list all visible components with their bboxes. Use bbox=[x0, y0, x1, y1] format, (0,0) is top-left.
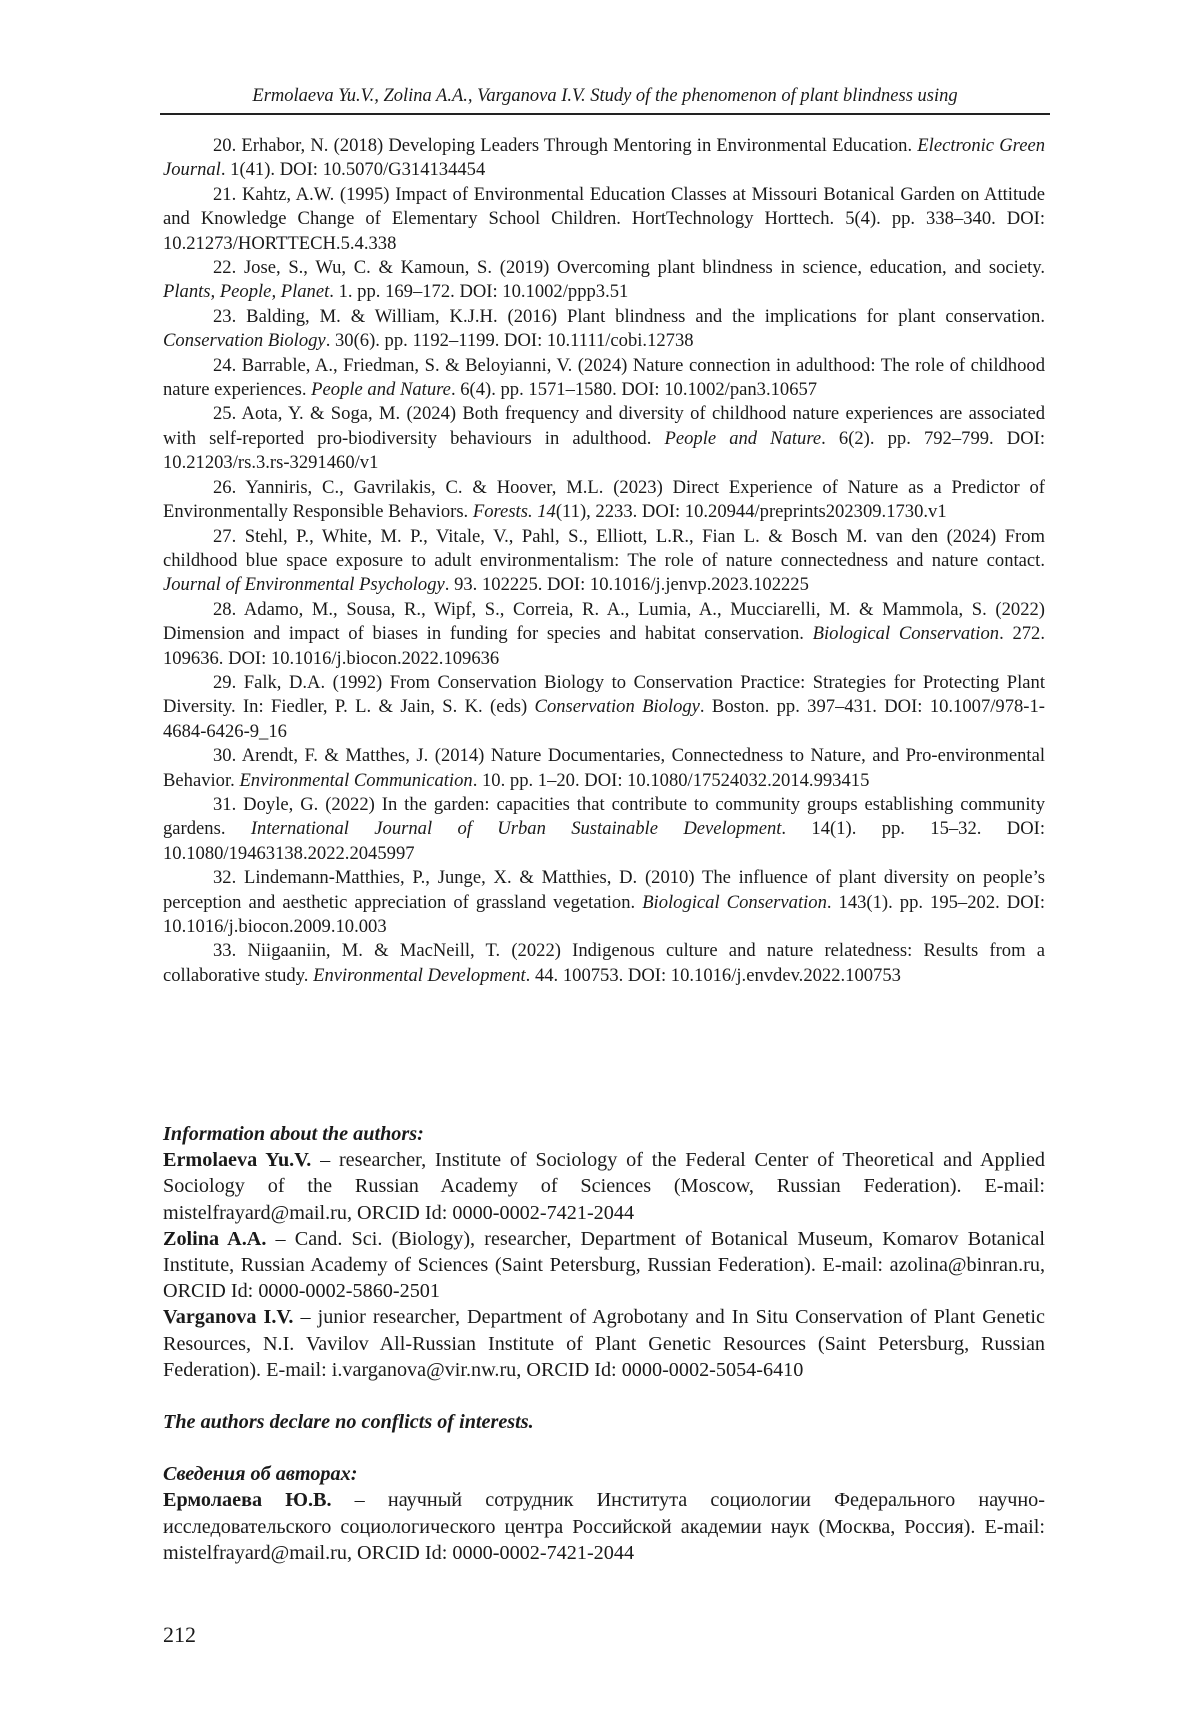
author-name: Zolina A.A. bbox=[163, 1227, 267, 1250]
author-entry: Zolina A.A. – Cand. Sci. (Biology), researcher, Department of Botanical Museum, Komarov Botanical Institute, Russian Academy of Sciences (Saint Petersburg, Russian Federation). E-mail: azolina@binran.ru, ORCID Id: 0000-0002-5860-2501 bbox=[163, 1227, 1045, 1303]
authors-title: Information about the authors: bbox=[163, 1123, 424, 1145]
reference-item: 22. Jose, S., Wu, C. & Kamoun, S. (2019) Overcoming plant blindness in science, education, and society. Plants, People, Planet. 1. pp. 169–172. DOI: 10.1002/ppp3.51 bbox=[163, 257, 1045, 303]
authors-title-ru: Сведения об авторах: bbox=[163, 1463, 358, 1486]
page-number: 212 bbox=[163, 1622, 196, 1647]
author-entry: Varganova I.V. – junior researcher, Department of Agrobotany and In Situ Conservation of Plant Genetic Resources, N.I. Vavilov All-Russian Institute of Plant Genetic Resources (Saint Petersburg, Russian Federation). E-mail: i.varganova@vir.nw.ru, ORCID Id: 0000-0002-5054-6410 bbox=[163, 1306, 1045, 1381]
conflicts-statement: The authors declare no conflicts of interests. bbox=[163, 1411, 534, 1434]
reference-item: 28. Adamo, M., Sousa, R., Wipf, S., Correia, R. A., Lumia, A., Mucciarelli, M. & Mammola, S. (2022) Dimension and impact of biases in funding for species and habitat conservation. Biological Conservation. 272. 109636. DOI: 10.1016/j.biocon.2022.109636 bbox=[163, 598, 1045, 669]
reference-item: 25. Aota, Y. & Soga, M. (2024) Both frequency and diversity of childhood nature experiences are associated with self-reported pro-biodiversity behaviours in adulthood. People and Nature. 6(2). pp. 792–799. DOI: 10.21203/rs.3.rs-3291460/v1 bbox=[163, 403, 1045, 474]
reference-item: 27. Stehl, P., White, M. P., Vitale, V., Pahl, S., Elliott, L.R., Fian L. & Bosch M. van den (2024) From childhood blue space exposure to adult environmentalism: The role of nature connectedness and nature contact. Journal of Environmental Psychology. 93. 102225. DOI: 10.1016/j.jenvp.2023.102225 bbox=[163, 525, 1045, 596]
reference-item: 23. Balding, M. & William, K.J.H. (2016) Plant blindness and the implications for plant conservation. Conservation Biology. 30(6). pp. 1192–1199. DOI: 10.1111/cobi.12738 bbox=[163, 305, 1045, 352]
reference-item: 21. Kahtz, A.W. (1995) Impact of Environmental Education Classes at Missouri Botanical Garden on Attitude and Knowledge Change of Elementary School Children. HortTechnology Horttech. 5(4). pp. 338–340. DOI: 10.21273/HORTTECH.5.4.338 bbox=[163, 183, 1045, 254]
reference-item: 31. Doyle, G. (2022) In the garden: capacities that contribute to community groups establishing community gardens. International Journal of Urban Sustainable Development. 14(1). pp. 15–32. DOI: 10.1080/19463138.2022.2045997 bbox=[163, 793, 1045, 864]
authors-section bbox=[163, 1121, 1045, 1566]
running-header: Ermolaeva Yu.V., Zolina A.A., Varganova I.V. Study of the phenomenon of plant blindness using bbox=[160, 86, 1050, 115]
reference-item: 33. Niigaaniin, M. & MacNeill, T. (2022) Indigenous culture and nature relatedness: Results from a collaborative study. Environmental Development. 44. 100753. DOI: 10.1016/j.envdev.2022.100753 bbox=[163, 940, 1045, 986]
author-entry: Ermolaeva Yu.V. – researcher, Institute of Sociology of the Federal Center of Theoretical and Applied Sociology of the Russian Academy of Sciences (Moscow, Russian Federation). E-mail: mistelfrayard@mail.ru, ORCID Id: 0000-0002-7421-2044 bbox=[163, 1149, 1045, 1224]
author-name-ru: Ермолаева Ю.В. bbox=[163, 1489, 332, 1512]
reference-item: 30. Arendt, F. & Matthes, J. (2014) Nature Documentaries, Connectedness to Nature, and Pro-environmental Behavior. Environmental Communication. 10. pp. 1–20. DOI: 10.1080/17524032.2014.993415 bbox=[163, 745, 1045, 791]
author-name: Ermolaeva Yu.V. bbox=[163, 1149, 312, 1172]
reference-item: 20. Erhabor, N. (2018) Developing Leaders Through Mentoring in Environmental Education. Electronic Green Journal. 1(41). DOI: 10.5070/G314134454 bbox=[163, 135, 1045, 181]
author-name: Varganova I.V. bbox=[163, 1306, 294, 1329]
reference-item: 29. Falk, D.A. (1992) From Conservation Biology to Conservation Practice: Strategies for Protecting Plant Diversity. In: Fiedler, P. L. & Jain, S. K. (eds) Conservation Biology. Boston. pp. 397–431. DOI: 10.1007/978-1-4684-6426-9_16 bbox=[163, 671, 1045, 742]
reference-list bbox=[163, 134, 1045, 988]
author-entry-ru: Ермолаева Ю.В. – научный сотрудник Института социологии Федерального научно-исследовательского социологического центра Российской академии наук (Москва, Россия). E-mail: mistelfrayard@mail.ru, ORCID Id: 0000-0002-7421-2044 bbox=[163, 1489, 1045, 1564]
reference-item: 26. Yanniris, C., Gavrilakis, C. & Hoover, M.L. (2023) Direct Experience of Nature as a Predictor of Environmentally Responsible Behaviors. Forests. 14(11), 2233. DOI: 10.20944/preprints202309.1730.v1 bbox=[163, 476, 1045, 523]
reference-item: 32. Lindemann-Matthies, P., Junge, X. & Matthies, D. (2010) The influence of plant diversity on people’s perception and aesthetic appreciation of grassland vegetation. Biological Conservation. 143(1). pp. 195–202. DOI: 10.1016/j.biocon.2009.10.003 bbox=[163, 867, 1045, 937]
reference-item: 24. Barrable, A., Friedman, S. & Beloyianni, V. (2024) Nature connection in adulthood: The role of childhood nature experiences. People and Nature. 6(4). pp. 1571–1580. DOI: 10.1002/pan3.10657 bbox=[163, 354, 1045, 401]
